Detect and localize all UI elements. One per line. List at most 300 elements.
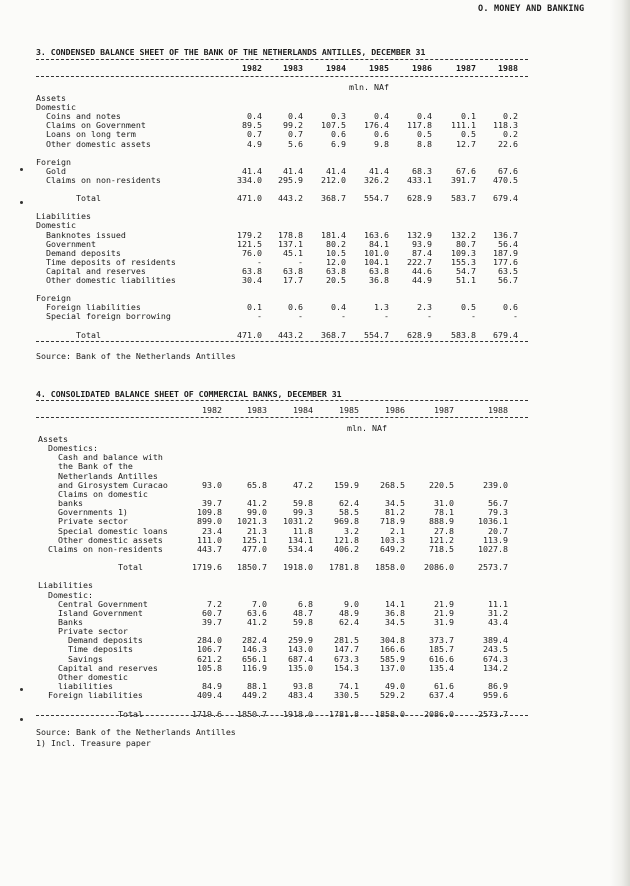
- cell-value: 5.6: [288, 138, 303, 149]
- table4-source: Source: Bank of the Netherlands Antilles: [36, 727, 236, 737]
- cell-value: 0.1: [461, 111, 476, 122]
- cell-value: 718.5: [429, 543, 454, 554]
- cell-value: -: [257, 256, 262, 267]
- table4-title: 4. CONSOLIDATED BALANCE SHEET OF COMMERCIAL BANKS, DECEMBER 31: [36, 389, 342, 399]
- cell-value: 0.1: [247, 302, 262, 313]
- cell-value: 649.2: [380, 543, 405, 554]
- row-label: Savings: [68, 653, 103, 664]
- cell-value: 334.0: [237, 174, 262, 185]
- cell-value: 154.3: [334, 662, 359, 673]
- row-label: Other domestic assets: [58, 534, 163, 545]
- cell-value: 88.1: [247, 681, 267, 692]
- cell-value: 103.3: [380, 534, 405, 545]
- cell-value: 134.1: [288, 534, 313, 545]
- cell-value: 0.2: [503, 129, 518, 140]
- cell-value: 1031.2: [283, 516, 313, 527]
- cell-value: 36.8: [385, 607, 405, 618]
- row-label: the Bank of the: [58, 461, 133, 472]
- cell-value: 67.6: [498, 165, 518, 176]
- cell-value: 89.5: [242, 120, 262, 131]
- cell-value: 27.8: [434, 525, 454, 536]
- cell-value: 185.7: [429, 644, 454, 655]
- cell-value: 176.4: [364, 120, 389, 131]
- cell-value: 135.0: [288, 662, 313, 673]
- cell-value: 9.8: [374, 138, 389, 149]
- cell-value: 84.1: [369, 238, 389, 249]
- cell-value: 409.4: [197, 690, 222, 701]
- row-label: Island Government: [58, 607, 143, 618]
- cell-value: 899.0: [197, 516, 222, 527]
- row-label: Central Government: [58, 598, 148, 609]
- cell-value: 471.0: [237, 329, 262, 340]
- year-1983: 1983: [247, 405, 267, 415]
- cell-value: 14.1: [385, 598, 405, 609]
- cell-value: 554.7: [364, 329, 389, 340]
- table3-source: Source: Bank of the Netherlands Antilles: [36, 351, 236, 361]
- row-label: Claims on Government: [46, 120, 146, 131]
- cell-value: 61.6: [434, 681, 454, 692]
- row-label: Claims on non-residents: [48, 543, 163, 554]
- cell-value: 406.2: [334, 543, 359, 554]
- cell-value: 39.7: [202, 617, 222, 627]
- cell-value: 121.8: [334, 534, 359, 545]
- cell-value: 2086.0: [424, 562, 454, 573]
- cell-value: 449.2: [242, 690, 267, 701]
- row-label: Foreign: [36, 293, 71, 304]
- cell-value: 48.7: [293, 607, 313, 618]
- cell-value: -: [341, 311, 346, 322]
- cell-value: 111.1: [451, 120, 476, 131]
- cell-value: 65.8: [247, 479, 267, 490]
- cell-value: 443.2: [278, 329, 303, 340]
- row-label: Claims on domestic: [58, 488, 148, 499]
- cell-value: 22.6: [498, 138, 518, 149]
- year-1982: 1982: [242, 63, 262, 73]
- cell-value: 3.2: [344, 525, 359, 536]
- cell-value: 137.0: [380, 662, 405, 673]
- cell-value: 0.4: [288, 111, 303, 122]
- cell-value: 135.4: [429, 662, 454, 673]
- cell-value: 118.3: [493, 120, 518, 131]
- cell-value: 41.2: [247, 498, 267, 509]
- cell-value: 1781.8: [329, 708, 359, 719]
- cell-value: 34.5: [385, 498, 405, 509]
- cell-value: 121.5: [237, 238, 262, 249]
- row-label: Foreign: [36, 156, 71, 167]
- year-1988: 1988: [488, 405, 508, 415]
- cell-value: 104.1: [364, 256, 389, 267]
- cell-value: 0.3: [331, 111, 346, 122]
- cell-value: 137.1: [278, 238, 303, 249]
- cell-value: 134.2: [483, 662, 508, 673]
- cell-value: 0.5: [461, 129, 476, 140]
- row-label: and Girosystem Curacao: [58, 479, 168, 490]
- cell-value: 63.8: [242, 265, 262, 276]
- cell-value: -: [513, 311, 518, 322]
- cell-value: 1850.7: [237, 708, 267, 719]
- cell-value: 7.0: [252, 598, 267, 609]
- cell-value: 56.7: [488, 498, 508, 509]
- row-label: Claims on non-residents: [46, 174, 161, 185]
- cell-value: -: [471, 311, 476, 322]
- cell-value: 99.2: [283, 120, 303, 131]
- section-header: O. MONEY AND BANKING: [478, 4, 585, 14]
- cell-value: 470.5: [493, 174, 518, 185]
- cell-value: 143.0: [288, 644, 313, 655]
- cell-value: 674.3: [483, 653, 508, 664]
- row-label: Loans on long term: [46, 129, 136, 140]
- cell-value: 45.1: [283, 247, 303, 258]
- cell-value: 93.0: [202, 479, 222, 490]
- cell-value: -: [298, 311, 303, 322]
- year-1982: 1982: [202, 405, 222, 415]
- cell-value: 243.5: [483, 644, 508, 655]
- cell-value: 443.2: [278, 193, 303, 204]
- row-label: Liabilities: [38, 580, 93, 591]
- year-1986: 1986: [385, 405, 405, 415]
- cell-value: 0.7: [247, 129, 262, 140]
- cell-value: 84.9: [202, 681, 222, 692]
- cell-value: -: [427, 311, 432, 322]
- cell-value: 187.9: [493, 247, 518, 258]
- cell-value: 121.2: [429, 534, 454, 545]
- row-label: Domestic: [36, 102, 76, 113]
- cell-value: 443.7: [197, 543, 222, 554]
- cell-value: 554.7: [364, 193, 389, 204]
- cell-value: 326.2: [364, 174, 389, 185]
- cell-value: 304.8: [380, 635, 405, 646]
- cell-value: 2573.7: [478, 562, 508, 573]
- cell-value: 63.8: [283, 265, 303, 276]
- cell-value: 1918.0: [283, 562, 313, 573]
- cell-value: 105.8: [197, 662, 222, 673]
- cell-value: 718.9: [380, 516, 405, 527]
- cell-value: 81.2: [385, 507, 405, 518]
- cell-value: 163.6: [364, 229, 389, 240]
- cell-value: 8.8: [417, 138, 432, 149]
- cell-value: 6.8: [298, 598, 313, 609]
- row-label: Foreign liabilities: [48, 690, 143, 701]
- cell-value: 21.9: [434, 607, 454, 618]
- cell-value: 111.0: [197, 534, 222, 545]
- row-label: Netherlands Antilles: [58, 470, 158, 481]
- cell-value: 969.8: [334, 516, 359, 527]
- row-label: Banknotes issued: [46, 229, 126, 240]
- cell-value: 62.4: [339, 498, 359, 509]
- cell-value: 147.7: [334, 644, 359, 655]
- table4-footnote: 1) Incl. Treasure paper: [36, 738, 151, 748]
- cell-value: 389.4: [483, 635, 508, 646]
- cell-value: 58.5: [339, 507, 359, 518]
- cell-value: 1918.0: [283, 708, 313, 719]
- cell-value: 1027.8: [478, 543, 508, 554]
- cell-value: 1719.6: [192, 562, 222, 573]
- cell-value: 87.4: [412, 247, 432, 258]
- cell-value: 1850.7: [237, 562, 267, 573]
- cell-value: 7.2: [207, 598, 222, 609]
- cell-value: 471.0: [237, 193, 262, 204]
- cell-value: 687.4: [288, 653, 313, 664]
- cell-value: 59.8: [293, 617, 313, 627]
- margin-dot: [20, 718, 23, 721]
- margin-dot: [20, 688, 23, 691]
- table4-rule-bottom: [36, 715, 528, 716]
- cell-value: 679.4: [493, 193, 518, 204]
- cell-value: 282.4: [242, 635, 267, 646]
- row-label: Private sector: [58, 626, 128, 637]
- cell-value: 11.1: [488, 598, 508, 609]
- cell-value: 0.6: [331, 129, 346, 140]
- cell-value: -: [298, 256, 303, 267]
- cell-value: 43.4: [488, 617, 508, 627]
- cell-value: 0.4: [374, 111, 389, 122]
- cell-value: 220.5: [429, 479, 454, 490]
- row-label: Domestic:: [48, 589, 93, 600]
- cell-value: 136.7: [493, 229, 518, 240]
- cell-value: 181.4: [321, 229, 346, 240]
- cell-value: 41.4: [242, 165, 262, 176]
- cell-value: 41.4: [369, 165, 389, 176]
- margin-dot: [20, 201, 23, 204]
- row-label: Capital and reserves: [46, 265, 146, 276]
- cell-value: 17.7: [283, 275, 303, 285]
- cell-value: 44.9: [412, 275, 432, 285]
- cell-value: 63.8: [326, 265, 346, 276]
- cell-value: 1781.8: [329, 562, 359, 573]
- year-1987: 1987: [456, 63, 476, 73]
- cell-value: 109.3: [451, 247, 476, 258]
- cell-value: 86.9: [488, 681, 508, 692]
- cell-value: 1.3: [374, 302, 389, 313]
- row-label: Other domestic liabilities: [46, 275, 176, 285]
- row-label: Total: [118, 708, 143, 719]
- row-label: Special foreign borrowing: [46, 311, 171, 322]
- cell-value: 477.0: [242, 543, 267, 554]
- row-label: Time deposits: [68, 644, 133, 655]
- cell-value: 888.9: [429, 516, 454, 527]
- cell-value: 222.7: [407, 256, 432, 267]
- row-label: Gold: [46, 165, 66, 176]
- cell-value: 63.8: [369, 265, 389, 276]
- table3-rule-top: [36, 59, 528, 60]
- cell-value: 36.8: [369, 275, 389, 285]
- cell-value: 259.9: [288, 635, 313, 646]
- cell-value: 391.7: [451, 174, 476, 185]
- cell-value: 44.6: [412, 265, 432, 276]
- table4-unit: mln. NAf: [347, 423, 387, 433]
- cell-value: 4.9: [247, 138, 262, 149]
- cell-value: 159.9: [334, 479, 359, 490]
- row-label: Demand deposits: [46, 247, 121, 258]
- table3-unit: mln. NAf: [349, 82, 389, 92]
- table3-rule-years: [36, 76, 528, 77]
- cell-value: 656.1: [242, 653, 267, 664]
- cell-value: 0.4: [417, 111, 432, 122]
- row-label: Total: [118, 562, 143, 573]
- cell-value: 284.0: [197, 635, 222, 646]
- row-label: Private sector: [58, 516, 128, 527]
- cell-value: 99.3: [293, 507, 313, 518]
- cell-value: 155.3: [451, 256, 476, 267]
- cell-value: 132.2: [451, 229, 476, 240]
- cell-value: 268.5: [380, 479, 405, 490]
- cell-value: 109.8: [197, 507, 222, 518]
- cell-value: 39.7: [202, 498, 222, 509]
- cell-value: 0.4: [331, 302, 346, 313]
- cell-value: 63.5: [498, 265, 518, 276]
- cell-value: 56.4: [498, 238, 518, 249]
- cell-value: 101.0: [364, 247, 389, 258]
- cell-value: 80.2: [326, 238, 346, 249]
- cell-value: 116.9: [242, 662, 267, 673]
- cell-value: 179.2: [237, 229, 262, 240]
- cell-value: 74.1: [339, 681, 359, 692]
- cell-value: 11.8: [293, 525, 313, 536]
- cell-value: 1858.0: [375, 708, 405, 719]
- cell-value: 239.0: [483, 479, 508, 490]
- cell-value: 107.5: [321, 120, 346, 131]
- cell-value: 2573.7: [478, 708, 508, 719]
- cell-value: 20.5: [326, 275, 346, 285]
- cell-value: 34.5: [385, 617, 405, 627]
- year-1985: 1985: [369, 63, 389, 73]
- cell-value: 628.9: [407, 329, 432, 340]
- row-label: banks: [58, 498, 83, 509]
- cell-value: 9.0: [344, 598, 359, 609]
- cell-value: 54.7: [456, 265, 476, 276]
- cell-value: 31.2: [488, 607, 508, 618]
- cell-value: 20.7: [488, 525, 508, 536]
- cell-value: 166.6: [380, 644, 405, 655]
- cell-value: 41.2: [247, 617, 267, 627]
- margin-dot: [20, 168, 23, 171]
- row-label: Banks: [58, 617, 83, 627]
- cell-value: 23.4: [202, 525, 222, 536]
- year-1986: 1986: [412, 63, 432, 73]
- row-label: Foreign liabilities: [46, 302, 141, 313]
- cell-value: 628.9: [407, 193, 432, 204]
- cell-value: 48.9: [339, 607, 359, 618]
- year-1985: 1985: [339, 405, 359, 415]
- cell-value: 12.0: [326, 256, 346, 267]
- cell-value: 78.1: [434, 507, 454, 518]
- cell-value: 60.7: [202, 607, 222, 618]
- year-1984: 1984: [293, 405, 313, 415]
- row-label: Governments 1): [58, 507, 128, 518]
- row-label: Domestics:: [48, 443, 98, 454]
- row-label: liabilities: [58, 681, 113, 692]
- cell-value: 212.0: [321, 174, 346, 185]
- cell-value: 177.6: [493, 256, 518, 267]
- cell-value: 295.9: [278, 174, 303, 185]
- cell-value: 679.4: [493, 329, 518, 340]
- row-label: Coins and notes: [46, 111, 121, 122]
- cell-value: 41.4: [283, 165, 303, 176]
- cell-value: 41.4: [326, 165, 346, 176]
- cell-value: 178.8: [278, 229, 303, 240]
- cell-value: 93.8: [293, 681, 313, 692]
- cell-value: 368.7: [321, 193, 346, 204]
- row-label: Other domestic: [58, 671, 128, 682]
- cell-value: 368.7: [321, 329, 346, 340]
- cell-value: 0.5: [461, 302, 476, 313]
- row-label: Assets: [38, 434, 68, 444]
- cell-value: 62.4: [339, 617, 359, 627]
- cell-value: 68.3: [412, 165, 432, 176]
- cell-value: 132.9: [407, 229, 432, 240]
- year-1983: 1983: [283, 63, 303, 73]
- cell-value: -: [384, 311, 389, 322]
- cell-value: 281.5: [334, 635, 359, 646]
- cell-value: 529.2: [380, 690, 405, 701]
- row-label: Total: [76, 193, 101, 204]
- table3-title: 3. CONDENSED BALANCE SHEET OF THE BANK OF THE NETHERLANDS ANTILLES, DECEMBER 31: [36, 47, 426, 57]
- cell-value: 6.9: [331, 138, 346, 149]
- cell-value: 2.3: [417, 302, 432, 313]
- cell-value: 2086.0: [424, 708, 454, 719]
- cell-value: 49.0: [385, 681, 405, 692]
- cell-value: 0.6: [503, 302, 518, 313]
- cell-value: 621.2: [197, 653, 222, 664]
- cell-value: 373.7: [429, 635, 454, 646]
- cell-value: 47.2: [293, 479, 313, 490]
- table3-rule-bottom: [36, 341, 528, 342]
- cell-value: 433.1: [407, 174, 432, 185]
- cell-value: 21.9: [434, 598, 454, 609]
- cell-value: 51.1: [456, 275, 476, 285]
- cell-value: 0.2: [503, 111, 518, 122]
- cell-value: 59.8: [293, 498, 313, 509]
- cell-value: 673.3: [334, 653, 359, 664]
- cell-value: 1858.0: [375, 562, 405, 573]
- cell-value: 616.6: [429, 653, 454, 664]
- cell-value: 63.6: [247, 607, 267, 618]
- cell-value: 117.8: [407, 120, 432, 131]
- cell-value: 80.7: [456, 238, 476, 249]
- cell-value: 56.7: [498, 275, 518, 285]
- cell-value: 0.5: [417, 129, 432, 140]
- row-label: Assets: [36, 93, 66, 103]
- row-label: Time deposits of residents: [46, 256, 176, 267]
- cell-value: 12.7: [456, 138, 476, 149]
- cell-value: 583.7: [451, 193, 476, 204]
- year-1984: 1984: [326, 63, 346, 73]
- cell-value: 30.4: [242, 275, 262, 285]
- cell-value: 113.9: [483, 534, 508, 545]
- row-label: Special domestic loans: [58, 525, 168, 536]
- cell-value: 585.9: [380, 653, 405, 664]
- cell-value: 1719.6: [192, 708, 222, 719]
- cell-value: 21.3: [247, 525, 267, 536]
- cell-value: 0.7: [288, 129, 303, 140]
- cell-value: 583.8: [451, 329, 476, 340]
- row-label: Liabilities: [36, 211, 91, 222]
- row-label: Other domestic assets: [46, 138, 151, 149]
- cell-value: 10.5: [326, 247, 346, 258]
- cell-value: 483.4: [288, 690, 313, 701]
- row-label: Demand deposits: [68, 635, 143, 646]
- cell-value: 146.3: [242, 644, 267, 655]
- cell-value: 125.1: [242, 534, 267, 545]
- cell-value: 959.6: [483, 690, 508, 701]
- cell-value: 93.9: [412, 238, 432, 249]
- year-1988: 1988: [498, 63, 518, 73]
- cell-value: 76.0: [242, 247, 262, 258]
- page-edge-shadow: [610, 0, 630, 886]
- row-label: Capital and reserves: [58, 662, 158, 673]
- year-1987: 1987: [434, 405, 454, 415]
- row-label: Domestic: [36, 220, 76, 231]
